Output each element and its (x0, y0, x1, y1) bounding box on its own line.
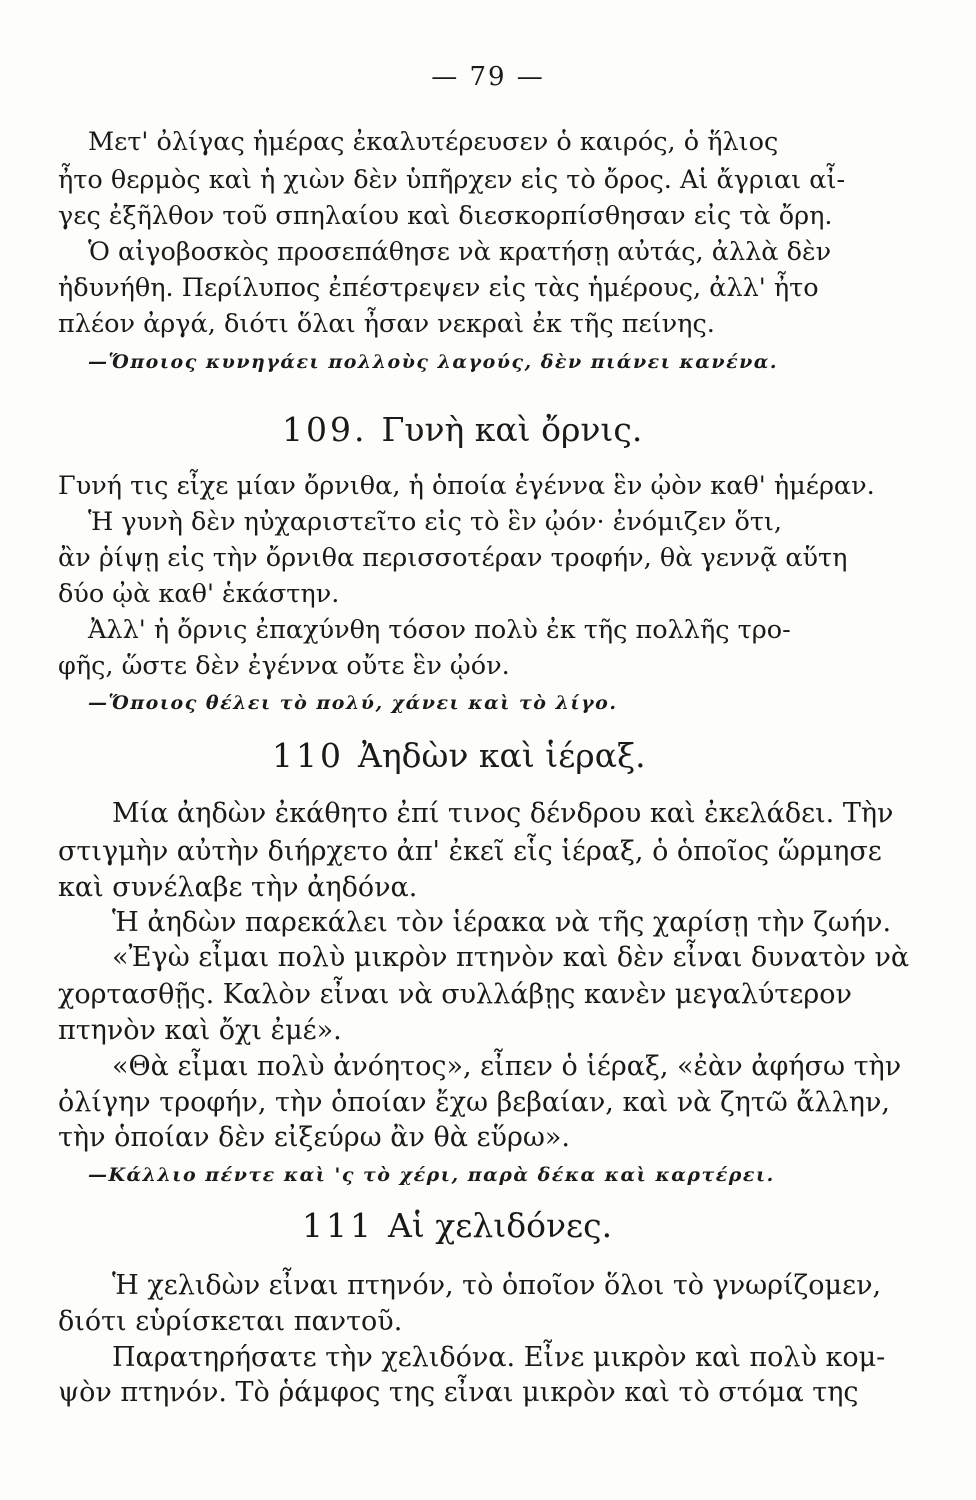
section-heading (272, 736, 646, 776)
text-line: Μετ' ὀλίγας ἡμέρας ἐκαλυτέρευσεν ὁ καιρός, ὁ ἥλιος (88, 127, 779, 157)
text-line: Μία ἀηδὼν ἐκάθητο ἐπί τινος δένδρου καὶ ἐκελάδει. Τὴν (112, 798, 894, 829)
section-number: 109. (282, 410, 368, 449)
text-line: γες ἐξῆλθον τοῦ σπηλαίου καὶ διεσκορπίσθησαν εἰς τὰ ὄρη. (58, 201, 833, 231)
section-number: 111 (302, 1206, 374, 1245)
text-line: «Θὰ εἶμαι πολὺ ἀνόητος», εἶπεν ὁ ἱέραξ, «ἐὰν ἀφήσω τὴν (112, 1051, 902, 1082)
text-line: ἂν ῥίψῃ εἰς τὴν ὄρνιθα περισσοτέραν τροφήν, θὰ γεννᾷ αὕτη (58, 543, 848, 573)
section-heading (302, 1206, 612, 1246)
section-heading (282, 410, 642, 450)
text-line: ἦτο θερμὸς καὶ ἡ χιὼν δὲν ὑπῆρχεν εἰς τὸ ὄρος. Αἱ ἄγριαι αἶ- (58, 165, 846, 195)
proverb: —Ὅποιος θέλει τὸ πολύ, χάνει καὶ τὸ λίγο. (88, 692, 618, 714)
text-line: πτηνὸν καὶ ὄχι ἐμέ». (58, 1015, 342, 1046)
text-line: στιγμὴν αὐτὴν διήρχετο ἀπ' ἐκεῖ εἷς ἱέραξ, ὁ ὁποῖος ὥρμησε (58, 836, 882, 867)
section-number: 110 (272, 736, 344, 775)
proverb: —Κάλλιο πέντε καὶ 'ς τὸ χέρι, παρὰ δέκα καὶ καρτέρει. (88, 1164, 775, 1186)
text-line: Ἡ χελιδὼν εἶναι πτηνόν, τὸ ὁποῖον ὅλοι τὸ γνωρίζομεν, (112, 1270, 882, 1301)
proverb: —Ὅποιος κυνηγάει πολλοὺς λαγούς, δὲν πιάνει κανένα. (88, 351, 779, 373)
section-title: Γυνὴ καὶ ὄρνις. (381, 410, 643, 449)
text-line: φῆς, ὥστε δὲν ἐγέννα οὔτε ἓν ᾠόν. (58, 651, 510, 681)
text-line: «Ἐγὼ εἶμαι πολὺ μικρὸν πτηνὸν καὶ δὲν εἶναι δυνατὸν νὰ (112, 942, 910, 973)
text-line: τὴν ὁποίαν δὲν εἰξεύρω ἂν θὰ εὕρω». (58, 1122, 570, 1153)
section-title: Ἀηδὼν καὶ ἱέραξ. (358, 736, 646, 775)
text-line: διότι εὑρίσκεται παντοῦ. (58, 1306, 403, 1337)
text-line: Γυνή τις εἶχε μίαν ὄρνιθα, ἡ ὁποία ἐγέννα ἓν ᾠὸν καθ' ἡμέραν. (58, 471, 875, 501)
text-line: ψὸν πτηνόν. Τὸ ῥάμφος της εἶναι μικρὸν καὶ τὸ στόμα της (58, 1377, 859, 1408)
text-line: δύο ᾠὰ καθ' ἑκάστην. (58, 579, 340, 609)
text-line: Ὁ αἰγοβοσκὸς προσεπάθησε νὰ κρατήσῃ αὐτάς, ἀλλὰ δὲν (88, 237, 832, 267)
text-line: Ἀλλ' ἡ ὄρνις ἐπαχύνθη τόσον πολὺ ἐκ τῆς πολλῆς τρο- (88, 615, 791, 645)
text-line: πλέον ἀργά, διότι ὅλαι ἦσαν νεκραὶ ἐκ τῆς πείνης. (58, 309, 715, 339)
text-line: ὀλίγην τροφήν, τὴν ὁποίαν ἔχω βεβαίαν, καὶ νὰ ζητῶ ἄλλην, (58, 1087, 890, 1118)
text-line: ἠδυνήθη. Περίλυπος ἐπέστρεψεν εἰς τὰς ἡμέρους, ἀλλ' ἦτο (58, 273, 819, 303)
text-line: καὶ συνέλαβε τὴν ἀηδόνα. (58, 872, 418, 903)
text-line: Ἡ ἀηδὼν παρεκάλει τὸν ἱέρακα νὰ τῆς χαρίσῃ τὴν ζωήν. (112, 907, 892, 938)
text-line: χορτασθῇς. Καλὸν εἶναι νὰ συλλάβῃς κανὲν μεγαλύτερον (58, 979, 852, 1010)
text-line: Παρατηρήσατε τὴν χελιδόνα. Εἶνε μικρὸν καὶ πολὺ κομ- (112, 1342, 886, 1373)
page-number: — 79 — (431, 62, 545, 92)
section-title: Αἱ χελιδόνες. (388, 1206, 613, 1245)
text-line: Ἡ γυνὴ δὲν ηὐχαριστεῖτο εἰς τὸ ἓν ᾠόν· ἐνόμιζεν ὅτι, (88, 507, 783, 537)
